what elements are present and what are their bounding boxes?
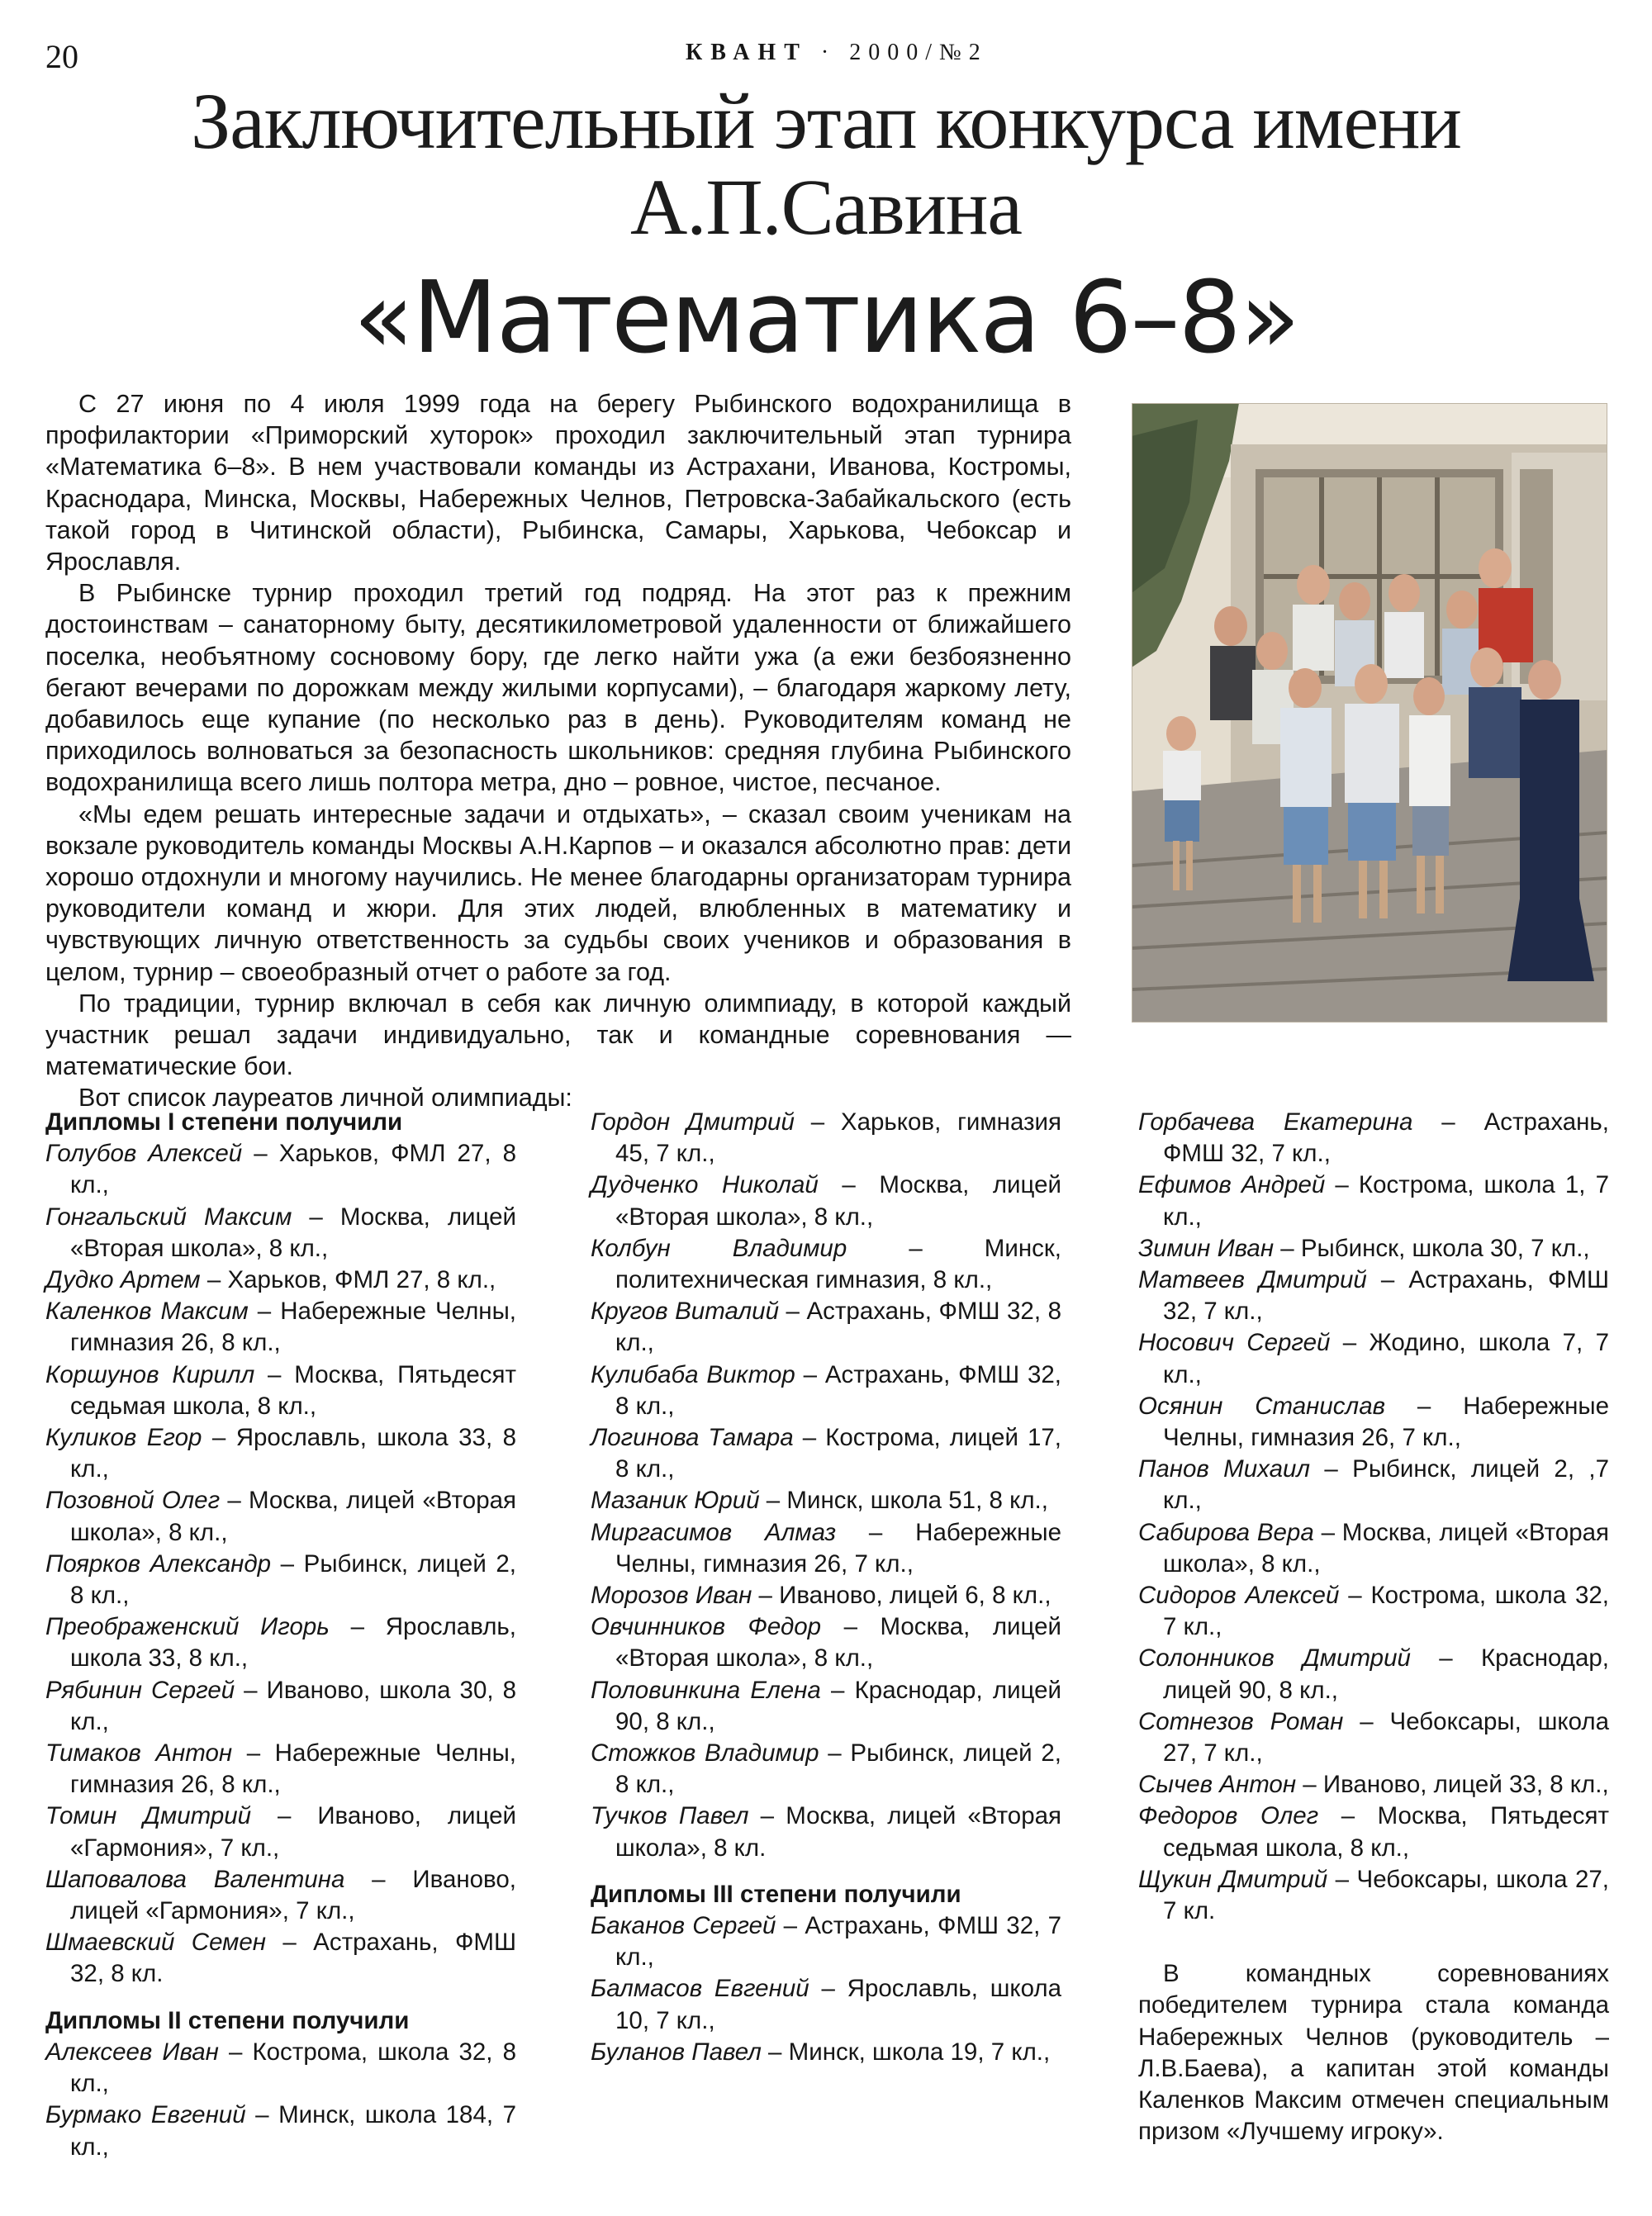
laureates-column-2 — [591, 1107, 1061, 2068]
title-line-2: А.П.Савина — [630, 163, 1022, 251]
laureates-column-1 — [45, 1107, 516, 2163]
laureate-entry — [45, 2100, 516, 2162]
laureate-name: Панов Михаил — [1138, 1455, 1311, 1483]
laureate-entry — [591, 1233, 1061, 1296]
laureate-entry — [591, 1359, 1061, 1422]
page-number: 20 — [45, 38, 78, 75]
laureate-entry — [1138, 1170, 1609, 1232]
laureate-name: Коршунов Кирилл — [45, 1360, 255, 1388]
laureate-entry — [45, 1611, 516, 1674]
laureate-details: – Чебоксары, школа 27, 7 кл., — [1163, 1707, 1609, 1768]
laureate-details: – Москва, лицей «Вторая школа», 8 кл., — [70, 1487, 516, 1546]
laureate-name: Кулибаба Виктор — [591, 1360, 795, 1388]
laureate-entry — [1138, 1580, 1609, 1643]
laureate-details: – Астрахань, ФМШ 32, 7 кл., — [1163, 1266, 1609, 1326]
laureate-name: Сотнезов Роман — [1138, 1707, 1344, 1735]
laureate-details: – Рыбинск, лицей 2, 8 кл., — [615, 1739, 1061, 1799]
laureate-details: – Иваново, лицей «Гармония», 7 кл., — [70, 1802, 516, 1862]
laureate-name: Шаповалова Валентина — [45, 1865, 345, 1893]
laureate-details: – Ярославль, школа 33, 8 кл., — [70, 1424, 516, 1483]
laureate-name: Щукин Дмитрий — [1138, 1865, 1328, 1893]
laureate-details: – Москва, лицей «Вторая школа», 8 кл., — [615, 1171, 1061, 1231]
laureate-details: – Минск, политехническая гимназия, 8 кл., — [615, 1234, 1061, 1294]
laureate-entry — [45, 1202, 516, 1265]
laureate-name: Балмасов Евгений — [591, 1975, 809, 2003]
laureate-name: Солонников Дмитрий — [1138, 1644, 1411, 1673]
laureate-name: Буланов Павел — [591, 2038, 762, 2066]
laureate-entry — [1138, 1517, 1609, 1580]
laureate-entry — [45, 1549, 516, 1611]
laureate-details: – Набережные Челны, гимназия 26, 8 кл., — [70, 1739, 516, 1799]
laureate-entry — [1138, 1391, 1609, 1454]
laureate-entry — [591, 1580, 1061, 1611]
laureate-name: Рябинин Сергей — [45, 1676, 235, 1704]
intro-paragraph: С 27 июня по 4 июля 1999 года на берегу Рыбинского водохранилища в профилактории «Приморский хуторок» проходил заключительный этап турнира «Математика 6–8». В нем участвовали команды из Астрахани, Иванова, Костромы, Краснодара, Минска, Москвы, Набережных Челнов, Петровска-Забайкальского (есть такой город в Читинской области), Рыбинска, Самары, Харькова, Чебоксар и Ярославля. — [45, 390, 1071, 577]
laureate-entry — [45, 1359, 516, 1422]
laureate-name: Кругов Виталий — [591, 1298, 779, 1326]
laureate-name: Тимаков Антон — [45, 1739, 233, 1768]
laureate-entry — [1138, 1327, 1609, 1390]
laureate-details: – Рыбинск, лицей 2, ,7 кл., — [1163, 1455, 1609, 1515]
laureate-entry — [591, 1107, 1061, 1170]
title-line-3: «Математика 6–8» — [353, 261, 1299, 376]
laureate-details: – Астрахань, ФМШ 32, 7 кл., — [1163, 1108, 1609, 1168]
laureate-name: Куликов Егор — [45, 1424, 202, 1452]
laureate-name: Гонгальский Максим — [45, 1203, 292, 1231]
laureate-name: Бурмако Евгений — [45, 2101, 246, 2129]
laureate-details: – Кострома, лицей 17, 8 кл., — [615, 1424, 1061, 1483]
laureate-entry — [45, 1422, 516, 1485]
laureate-entry — [45, 1296, 516, 1359]
laureate-details: – Минск, школа 19, 7 кл., — [761, 2038, 1051, 2066]
laureate-name: Носович Сергей — [1138, 1329, 1331, 1357]
laureate-entry — [45, 2037, 516, 2100]
laureate-name: Каленков Максим — [45, 1298, 249, 1326]
diploma-heading: Дипломы III степени получили — [591, 1880, 961, 1908]
laureate-entry — [591, 1517, 1061, 1580]
laureate-entry — [1138, 1864, 1609, 1927]
laureate-name: Баканов Сергей — [591, 1912, 776, 1940]
laureate-name: Колбун Владимир — [591, 1234, 847, 1262]
laureate-entry — [45, 1864, 516, 1927]
laureate-name: Преображенский Игорь — [45, 1613, 330, 1641]
laureate-entry — [1138, 1643, 1609, 1706]
laureate-name: Матвеев Дмитрий — [1138, 1266, 1367, 1294]
laureate-details: – Москва, Пятьдесят седьмая школа, 8 кл., — [70, 1360, 516, 1420]
laureate-name: Поярков Александр — [45, 1549, 272, 1578]
article-title — [0, 78, 1652, 381]
laureate-entry — [591, 1611, 1061, 1674]
running-head — [686, 40, 988, 66]
laureate-entry — [591, 1910, 1061, 1973]
intro-paragraph: «Мы едем решать интересные задачи и отдыхать», – сказал своим ученикам на вокзале руководитель команды Москвы А.Н.Карпов – и оказался абсолютно прав: дети хорошо отдохнули и многому научились. Не менее благодарны организаторам турнира руководители команд и жюри. Для этих людей, влюбленных в математику и чувствующих личную ответственность за судьбы своих учеников и образования в целом, турнир – своеобразный отчет о работе за год. — [45, 800, 1071, 986]
laureate-entry — [1138, 1265, 1609, 1327]
laureate-entry — [1138, 1769, 1609, 1801]
laureate-details: – Иваново, лицей «Гармония», 7 кл., — [70, 1865, 516, 1925]
laureate-details: – Набережные Челны, гимназия 26, 7 кл., — [615, 1518, 1061, 1578]
laureate-name: Голубов Алексей — [45, 1140, 243, 1168]
laureate-entry — [591, 1973, 1061, 2036]
laureate-name: Позовной Олег — [45, 1487, 221, 1515]
laureate-details: – Набережные Челны, гимназия 26, 8 кл., — [70, 1298, 516, 1357]
laureate-entry — [45, 1675, 516, 1738]
intro-paragraph: По традиции, турнир включал в себя как личную олимпиаду, в которой каждый участник решал задачи индивидуально, так и командные соревнования — математические бои. — [45, 989, 1071, 1081]
issue-number: 2000/№2 — [849, 40, 988, 65]
running-head-separator: · — [820, 40, 837, 65]
laureate-details: – Москва, лицей «Вторая школа», 8 кл., — [615, 1613, 1061, 1673]
laureate-entry — [591, 1675, 1061, 1738]
laureate-details: – Краснодар, лицей 90, 8 кл., — [615, 1676, 1062, 1735]
laureate-entry — [591, 1296, 1061, 1359]
laureate-details: – Астрахань, ФМШ 32, 8 кл., — [615, 1298, 1061, 1357]
laureate-name: Логинова Тамара — [591, 1424, 794, 1452]
laureate-entry — [1138, 1107, 1609, 1170]
laureate-name: Осянин Станислав — [1138, 1392, 1386, 1420]
diploma-heading: Дипломы II степени получили — [45, 2006, 410, 2034]
laureate-name: Тучков Павел — [591, 1802, 749, 1830]
laureate-details: – Кострома, школа 32, 7 кл., — [1163, 1582, 1610, 1641]
laureate-name: Алексеев Иван — [45, 2038, 219, 2066]
laureate-entry — [45, 1801, 516, 1863]
laureate-entry — [1138, 1233, 1609, 1265]
laureate-details: – Набережные Челны, гимназия 26, 7 кл., — [1163, 1392, 1609, 1452]
laureate-name: Дудченко Николай — [591, 1171, 819, 1199]
laureate-details: – Жодино, школа 7, 7 кл., — [1163, 1329, 1609, 1388]
laureate-entry — [591, 1738, 1061, 1801]
laureate-details: – Минск, школа 51, 8 кл., — [759, 1487, 1048, 1515]
intro-paragraph: В Рыбинске турнир проходил третий год подряд. На этот раз к прежним достоинствам – санаторному быту, десятикилометровой удаленности от ближайшего поселка, необъятному сосновому бору, где легко найти ужа (а ежи безбоязненно бегают вечерами по дорожкам между жилыми корпусами), – благодаря жаркому лету, добавилось еще купание (по несколько раз в день). Руководителям команд не приходилось волноваться за безопасность школьников: средняя глубина Рыбинского водохранилища всего лишь полтора метра, дно – ровное, чистое, песчаное. — [45, 579, 1071, 797]
laureate-entry — [1138, 1706, 1609, 1769]
intro-paragraph: Вот список лауреатов личной олимпиады: — [78, 1084, 572, 1113]
laureate-name: Половинкина Елена — [591, 1676, 821, 1704]
laureate-details: – Рыбинск, лицей 2, 8 кл., — [70, 1549, 516, 1610]
laureate-name: Шмаевский Семен — [45, 1929, 267, 1957]
team-result-note: В командных соревнованиях победителем турнира стала команда Набережных Челнов (руководитель – Л.В.Баева), а капитан этой команды Каленков Максим отмечен специальным призом «Лучшему игроку». — [1138, 1960, 1609, 2146]
laureate-details: – Москва, Пятьдесят седьмая школа, 8 кл., — [1163, 1802, 1609, 1862]
laureate-details: – Астрахань, ФМШ 32, 8 кл., — [615, 1360, 1061, 1420]
laureate-details: – Краснодар, лицей 90, 8 кл., — [1163, 1644, 1609, 1704]
laureate-name: Мазаник Юрий — [591, 1487, 760, 1515]
laureate-details: – Иваново, лицей 6, 8 кл., — [752, 1582, 1051, 1610]
laureate-details: – Харьков, ФМЛ 27, 8 кл., — [200, 1266, 496, 1294]
laureate-details: – Кострома, школа 32, 8 кл., — [70, 2038, 516, 2098]
laureate-name: Зимин Иван — [1138, 1234, 1275, 1262]
laureate-name: Сабирова Вера — [1138, 1518, 1314, 1546]
laureate-name: Гордон Дмитрий — [591, 1108, 795, 1136]
laureate-entry — [591, 1422, 1061, 1485]
laureate-entry — [45, 1927, 516, 1990]
laureate-details: – Харьков, ФМЛ 27, 8 кл., — [70, 1140, 516, 1199]
laureate-entry — [45, 1138, 516, 1201]
laureate-details: – Рыбинск, школа 30, 7 кл., — [1274, 1234, 1590, 1262]
laureates-column-3 — [1138, 1107, 1609, 2148]
laureate-details: – Минск, школа 184, 7 кл., — [70, 2101, 516, 2161]
laureate-name: Овчинников Федор — [591, 1613, 822, 1641]
laureate-name: Ефимов Андрей — [1138, 1171, 1326, 1199]
laureate-details: – Иваново, школа 30, 8 кл., — [70, 1676, 516, 1735]
laureate-name: Стожков Владимир — [591, 1739, 819, 1768]
laureate-entry — [591, 1170, 1061, 1232]
group-photo — [1132, 403, 1607, 1023]
laureate-name: Федоров Олег — [1138, 1802, 1319, 1830]
laureate-entry — [45, 1485, 516, 1548]
laureate-entry — [1138, 1454, 1609, 1516]
laureate-entry — [591, 1801, 1061, 1863]
laureate-name: Дудко Артем — [45, 1266, 201, 1294]
laureate-entry — [1138, 1801, 1609, 1863]
laureate-name: Миргасимов Алмаз — [591, 1518, 837, 1546]
laureate-details: – Ярославль, школа 10, 7 кл., — [615, 1975, 1061, 2034]
laureate-entry — [45, 1738, 516, 1801]
laureate-details: – Харьков, гимназия 45, 7 кл., — [615, 1108, 1061, 1168]
title-line-1: Заключительный этап конкурса имени — [191, 77, 1461, 165]
laureate-name: Горбачева Екатерина — [1138, 1108, 1413, 1136]
laureate-entry — [591, 2037, 1061, 2068]
laureate-details: – Ярославль, школа 33, 8 кл., — [70, 1613, 516, 1673]
laureate-name: Морозов Иван — [591, 1582, 752, 1610]
laureate-details: – Чебоксары, школа 27, 7 кл. — [1163, 1865, 1609, 1925]
intro-text — [45, 388, 1071, 1114]
laureate-details: – Москва, лицей «Вторая школа», 8 кл., — [1163, 1518, 1609, 1578]
laureate-entry — [591, 1485, 1061, 1516]
laureate-details: – Астрахань, ФМШ 32, 8 кл. — [70, 1929, 517, 1988]
laureate-details: – Москва, лицей «Вторая школа», 8 кл., — [70, 1203, 516, 1262]
laureate-details: – Кострома, школа 1, 7 кл., — [1163, 1171, 1610, 1231]
laureate-name: Сычев Антон — [1138, 1771, 1297, 1799]
diploma-heading: Дипломы I степени получили — [45, 1108, 403, 1136]
laureate-details: – Астрахань, ФМШ 32, 7 кл., — [615, 1912, 1061, 1972]
laureate-name: Томин Дмитрий — [45, 1802, 252, 1830]
laureate-details: – Москва, лицей «Вторая школа», 8 кл. — [615, 1802, 1061, 1862]
magazine-name: КВАНТ — [686, 40, 808, 65]
laureate-entry — [45, 1265, 516, 1296]
laureate-details: – Иваново, лицей 33, 8 кл., — [1296, 1771, 1609, 1799]
laureate-name: Сидоров Алексей — [1138, 1582, 1340, 1610]
